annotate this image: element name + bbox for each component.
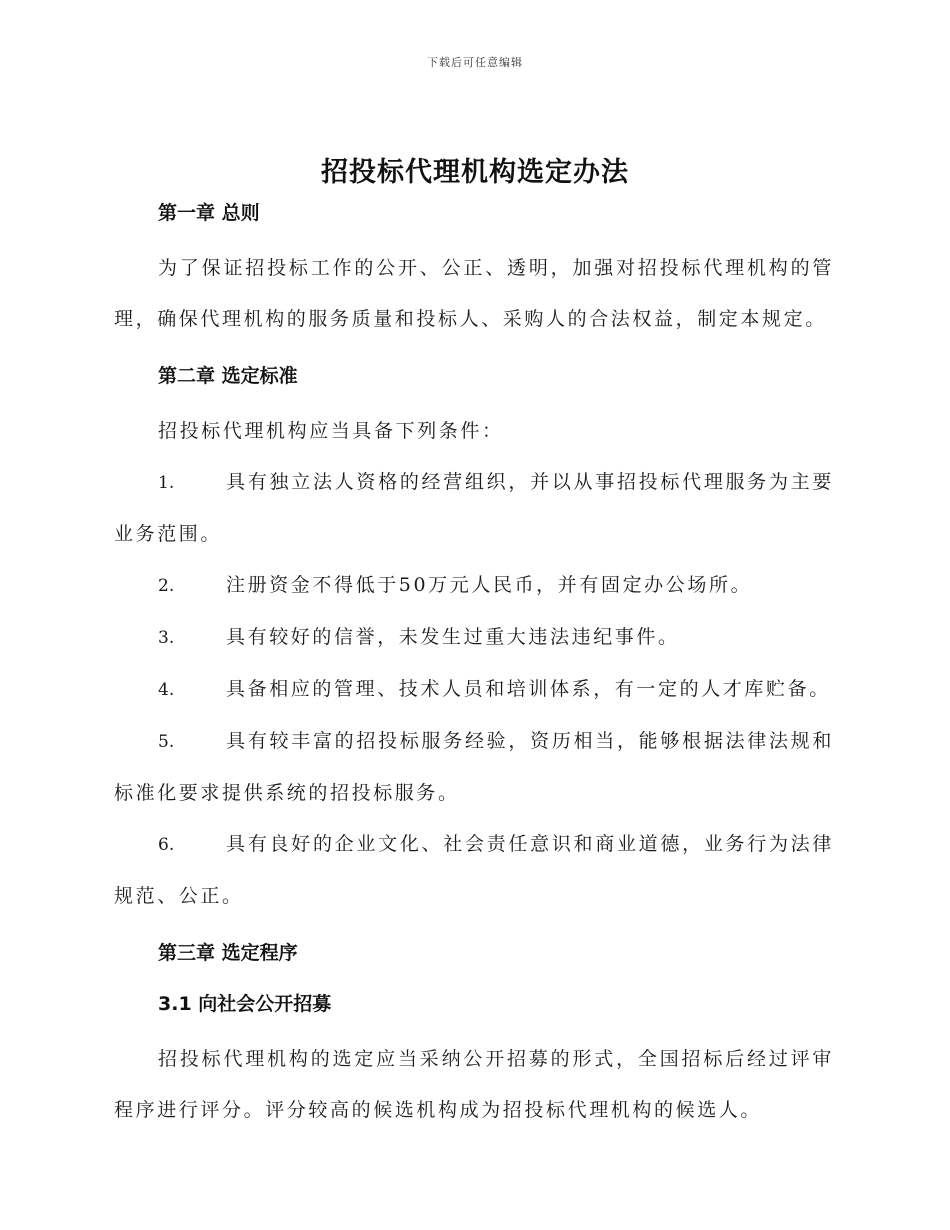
- chapter-2-heading: 第二章 选定标准: [158, 365, 298, 387]
- list-item-number: 2.: [158, 576, 175, 596]
- chapter-2-intro: 招投标代理机构应当具备下列条件：: [158, 420, 504, 442]
- list-item-number: 3.: [158, 628, 175, 648]
- list-item: [114, 819, 834, 922]
- chapter-1-heading: 第一章 总则: [158, 202, 260, 224]
- list-item: [114, 612, 834, 664]
- section-3-1-heading: 3.1 向社会公开招募: [158, 993, 332, 1015]
- list-item: [114, 560, 834, 612]
- chapter-1-paragraph: 为了保证招投标工作的公开、公正、透明，加强对招投标代理机构的管理，确保代理机构的服务质量和投标人、采购人的合法权益，制定本规定。: [114, 257, 834, 330]
- list-item-text: 具有较好的信誉，未发生过重大违法违纪事件。: [226, 626, 680, 648]
- document-title: 招投标代理机构选定办法: [321, 157, 629, 188]
- list-item-text: 具有较丰富的招投标服务经验，资历相当，能够根据法律法规和标准化要求提供系统的招投标服务。: [114, 730, 834, 804]
- list-item-text: 具备相应的管理、技术人员和培训体系，有一定的人才库贮备。: [226, 678, 831, 700]
- list-item: [114, 716, 834, 819]
- list-item-number: 1.: [158, 473, 175, 493]
- chapter-3-heading: 第三章 选定程序: [158, 942, 298, 964]
- list-item: [114, 457, 834, 560]
- list-item-text: 具有良好的企业文化、社会责任意识和商业道德，业务行为法律规范、公正。: [114, 833, 834, 907]
- list-item: [114, 664, 834, 716]
- list-item-number: 4.: [158, 680, 175, 700]
- section-3-1-paragraph: 招投标代理机构的选定应当采纳公开招募的形式，全国招标后经过评审程序进行评分。评分较高的候选机构成为招投标代理机构的候选人。: [114, 1048, 834, 1121]
- list-item-text: 注册资金不得低于50万元人民币，并有固定办公场所。: [226, 574, 753, 596]
- document-body: [114, 196, 834, 1136]
- list-item-text: 具有独立法人资格的经营组织，并以从事招投标代理服务为主要业务范围。: [114, 471, 834, 545]
- list-item-number: 6.: [158, 835, 175, 855]
- list-item-number: 5.: [158, 732, 175, 752]
- header-note: 下载后可任意编辑: [427, 56, 523, 69]
